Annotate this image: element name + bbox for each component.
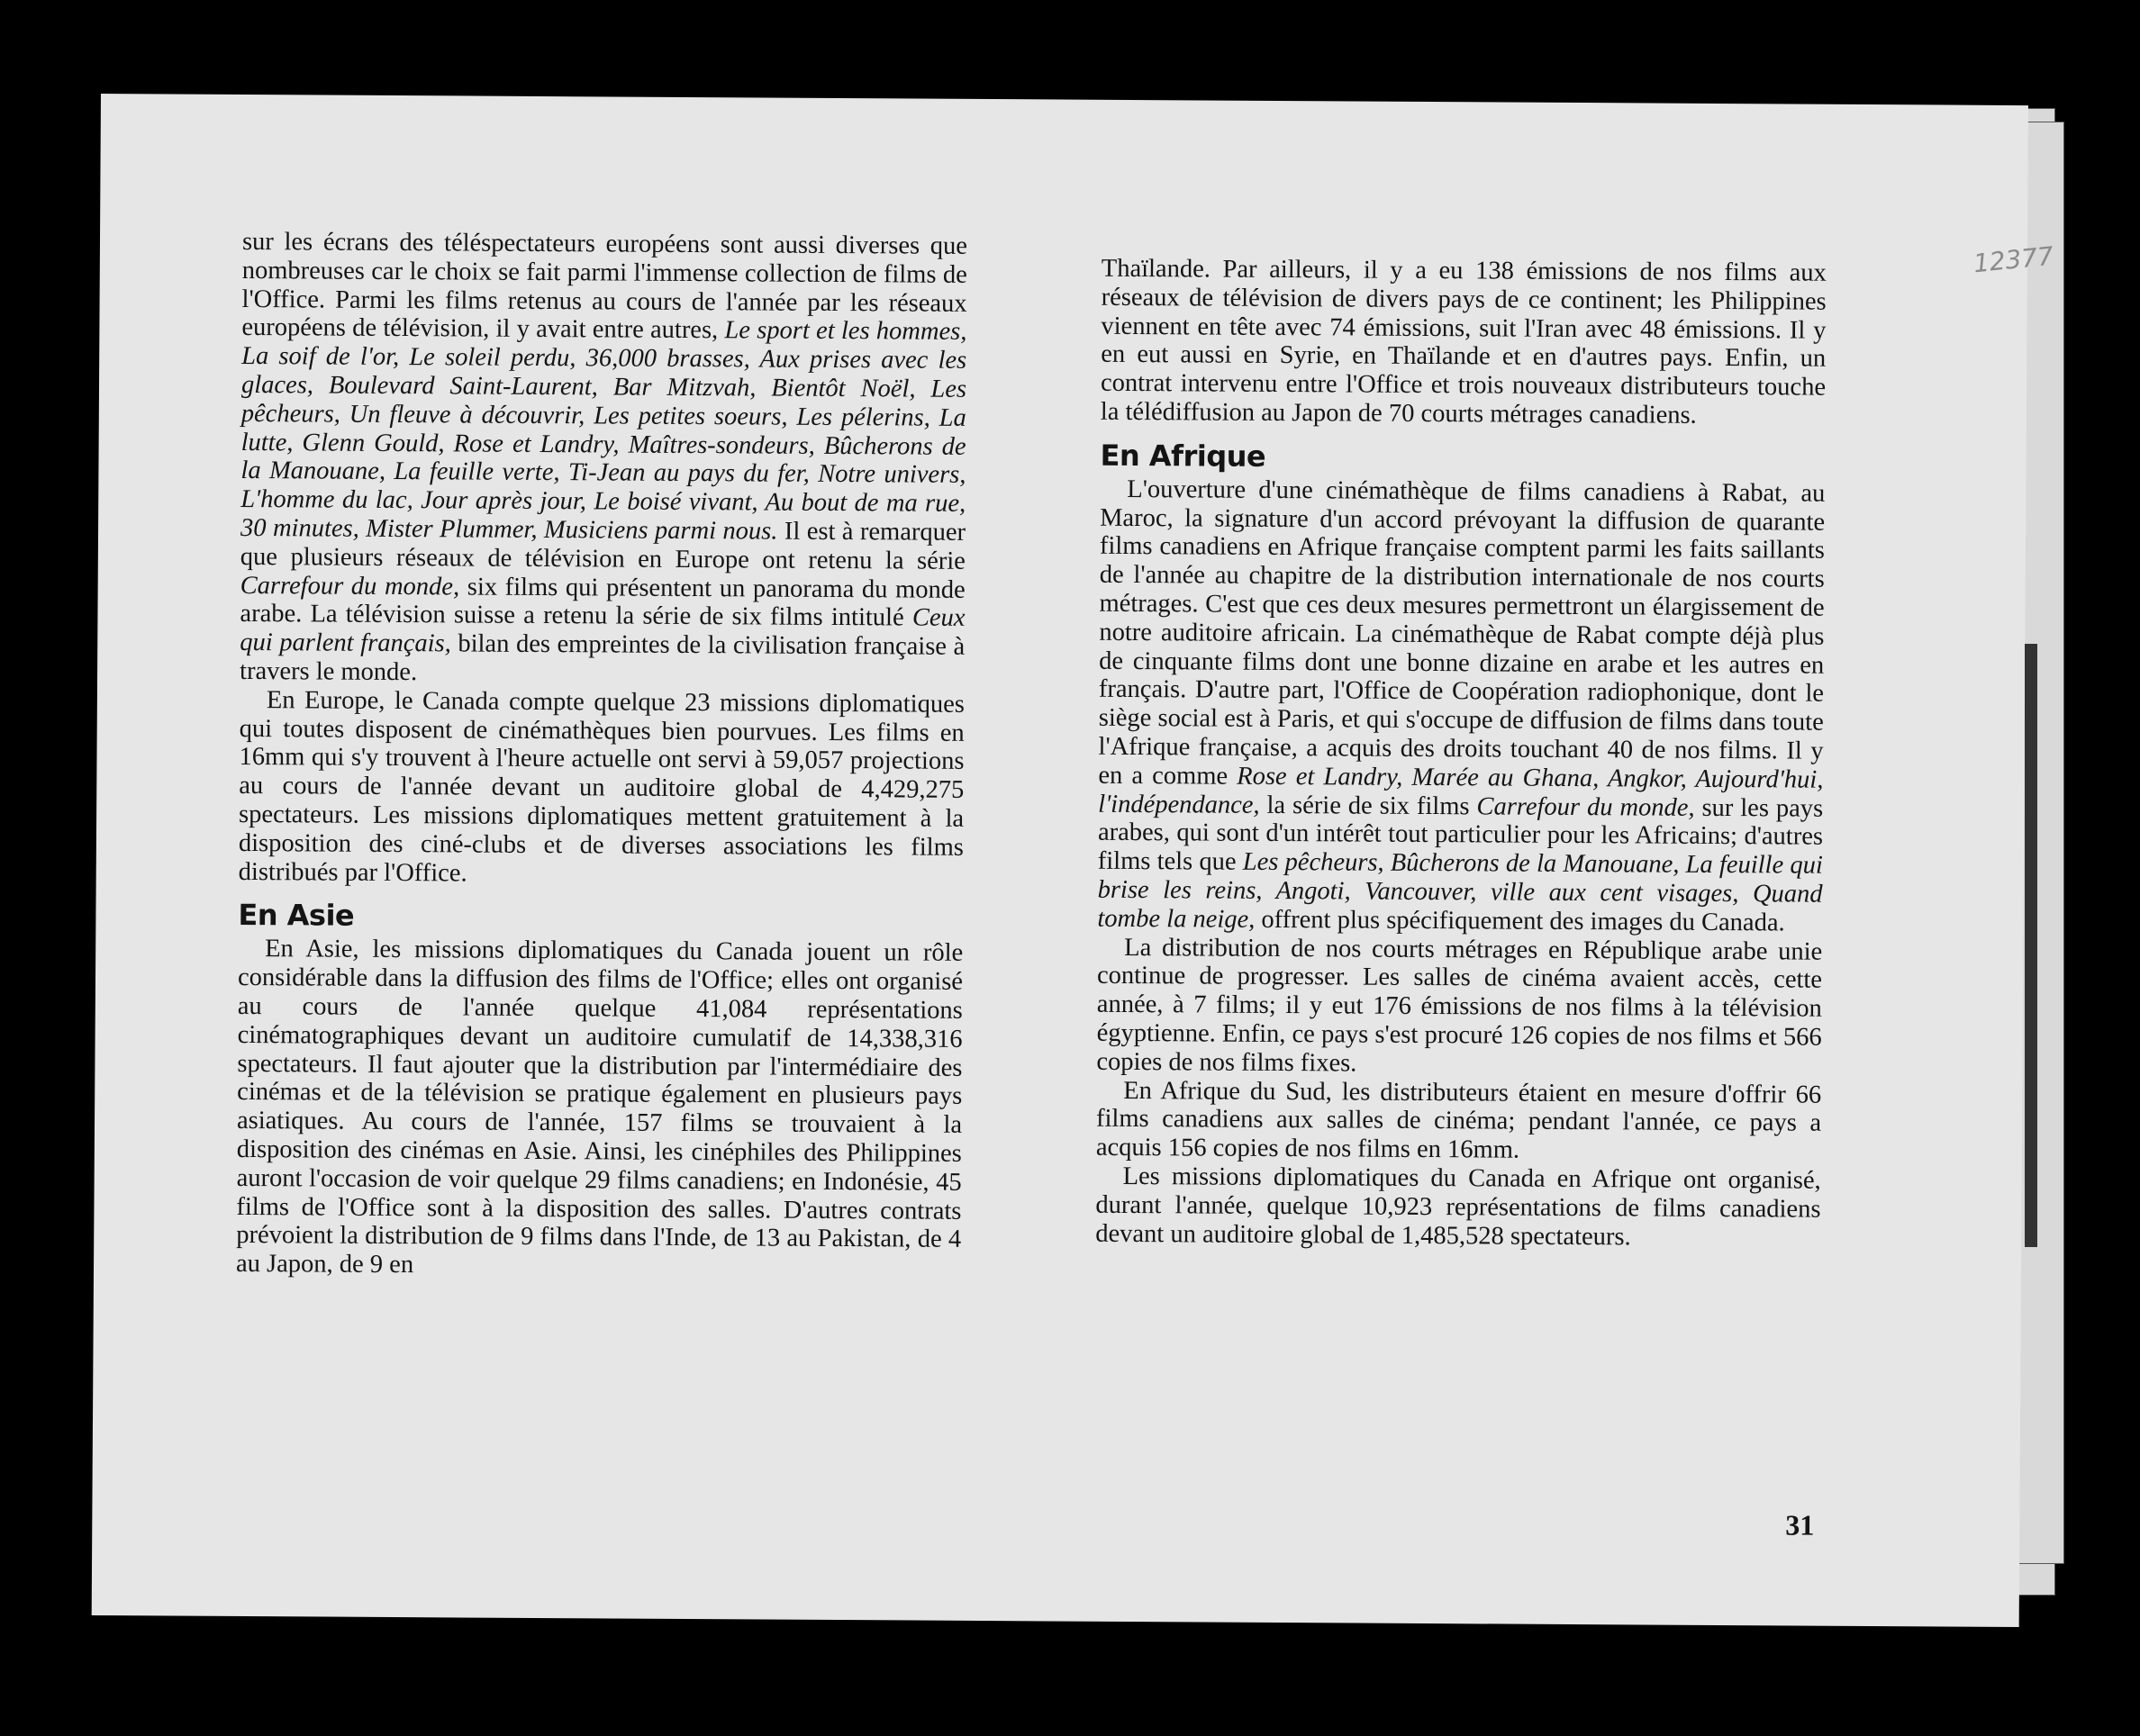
text-run: bilan des empreintes de la civilisation française à travers le monde. <box>239 629 966 687</box>
text-run: En Asie, les missions diplomatiques du Canada jouent un rôle considérable dans la diffusion des films de l'Office; elles ont organisé au cours de l'année quelque 41,084 représentations cinématographiques devant un auditoire cumulatif de 14,338,316 spectateurs. Il faut ajouter que la distribution par l'intermédiaire des cinémas et de la télévision se pratique également en plusieurs pays asiatiques. Au cours de l'année, 157 films se trouvaient à la disposition des cinémas en Asie. Ainsi, les cinéphiles des Philippines auront l'occasion de voir quelque 29 films canadiens; en Indonésie, 45 films de l'Office sont à la disposition des salles. D'autres contrats prévoient la distribution de 9 films dans l'Inde, de 13 au Pakistan, de 4 au Japon, de 9 en <box>235 935 964 1279</box>
section-heading: En Afrique <box>1100 438 1266 474</box>
italic-film-titles: Les pêcheurs, Bûcherons de la Manouane, La feuille qui brise les reins, Angoti, Vancouver, ville aux cent visages, Quand tombe la neige, <box>1097 847 1823 934</box>
italic-film-titles: Carrefour du monde, <box>1476 791 1695 822</box>
paragraph <box>1101 255 1827 431</box>
italic-film-titles: Le sport et les hommes, La soif de l'or, Le soleil perdu, 36,000 brasses, Aux prises avec les glaces, Boulevard Saint-Laurent, Bar Mitzvah, Bientôt Noël, Les pêcheurs, Un fleuve à découvrir, Les petites soeurs, Les pélerins, La lutte, Glenn Gould, Rose et Landry, Maîtres-sondeurs, Bûcherons de la Manouane, La feuille verte, Ti-Jean au pays du fer, Notre univers, L'homme du lac, Jour après jour, Le boisé vivant, Au bout de ma rue, 30 minutes, Mister Plummer, Musiciens parmi nous. <box>240 316 967 546</box>
text-run: offrent plus spécifiquement des images du Canada. <box>1255 905 1785 937</box>
text-run: six films qui présentent un panorama du monde arabe. La télévision suisse a retenu la série de six films intitulé <box>240 573 966 632</box>
paragraph <box>239 686 965 891</box>
text-run: En Afrique du Sud, les distributeurs étaient en mesure d'offrir 66 films canadiens aux salles de cinéma; pendant l'année, ce pays a acquis 156 copies de nos films en 16mm. <box>1095 1076 1822 1164</box>
paragraph <box>236 935 963 1282</box>
text-run: Les missions diplomatiques du Canada en Afrique ont organisé, durant l'année, quelque 10,923 représentations de films canadiens devant un auditoire global de 1,485,528 spectateurs. <box>1095 1162 1821 1251</box>
text-run: sur les écrans des téléspectateurs européens sont aussi diverses que nombreuses car le choix se fait parmi l'immense collection de films de l'Office. Parmi les films retenus au cours de l'année par les réseaux européens de télévision, il y avait entre autres, <box>241 227 968 345</box>
document-page <box>92 94 2055 1627</box>
text-run: la série de six films <box>1259 791 1477 820</box>
text-run: sur les pays arabes, qui sont d'un intérêt tout particulier pour les Africains; d'autres films tels que <box>1097 793 1824 876</box>
page-edge-shadow <box>2025 644 2037 1247</box>
text-run: Il est à remarquer que plusieurs réseaux de télévision en Europe ont retenu la série <box>240 517 966 575</box>
right-column <box>1095 255 1827 1252</box>
italic-film-titles: Rose et Landry, Marée au Ghana, Angkor, Aujourd'hui, l'indépendance, <box>1098 762 1824 819</box>
paragraph <box>240 228 967 691</box>
text-run: Thaïlande. Par ailleurs, il y a eu 138 émissions de nos films aux réseaux de télévision de divers pays de ce continent; les Philippines viennent en tête avec 74 émissions, suit l'Iran avec 48 émissions. Il y en eut aussi en Syrie, en Thaïlande et en d'autres pays. Enfin, un contrat intervenu entre l'Office et trois nouveaux distributeurs touche la télédiffusion au Japon de 70 courts métrages canadiens. <box>1100 254 1827 429</box>
italic-film-titles: Ceux qui parlent français, <box>240 603 966 658</box>
italic-film-titles: Carrefour du monde, <box>240 571 460 601</box>
text-run: En Europe, le Canada compte quelque 23 missions diplomatiques qui toutes disposent de cinémathèques bien pourvues. Les films en 16mm qui s'y trouvent à l'heure actuelle ont servi à 59,057 projections au cours de l'année devant un auditoire global de 4,429,275 spectateurs. Les missions diplomatiques mettent gratuitement à la disposition des ciné-clubs et de diverses associations les films distribués par l'Office. <box>238 685 965 888</box>
handwritten-annotation: 12377 <box>1972 240 2055 279</box>
text-run: L'ouverture d'une cinémathèque de films canadiens à Rabat, au Maroc, la signature d'un accord prévoyant la diffusion de quarante films canadiens en Afrique française comptent parmi les faits saillants de l'année au chapitre de la distribution internationale de nos courts métrages. C'est que ces deux mesures permettront un élargissement de notre auditoire africain. La cinémathèque de Rabat compte déjà plus de cinquante films dont une bonne dizaine en arabe et les autres en français. D'autre part, l'Office de Coopération radiophonique, dont le siège social est à Paris, et qui s'occupe de diffusion de films dans toute l'Afrique française, a acquis des droits touchant 40 de nos films. Il y en a comme <box>1098 475 1826 791</box>
paragraph <box>1095 1162 1821 1252</box>
paragraph <box>1096 1076 1822 1166</box>
paragraph <box>1097 475 1825 938</box>
text-run: La distribution de nos courts métrages en République arabe unie continue de progresser. Les salles de cinéma avaient accès, cette année, à 7 films; il y eut 176 émissions de nos films à la télévision égyptienne. Enfin, ce pays s'est procuré 126 copies de nos films et 566 copies de nos films fixes. <box>1096 933 1823 1078</box>
left-column <box>236 228 967 1283</box>
page-number: 31 <box>1785 1508 1815 1542</box>
section-heading: En Asie <box>238 898 355 934</box>
paragraph <box>1096 933 1822 1080</box>
